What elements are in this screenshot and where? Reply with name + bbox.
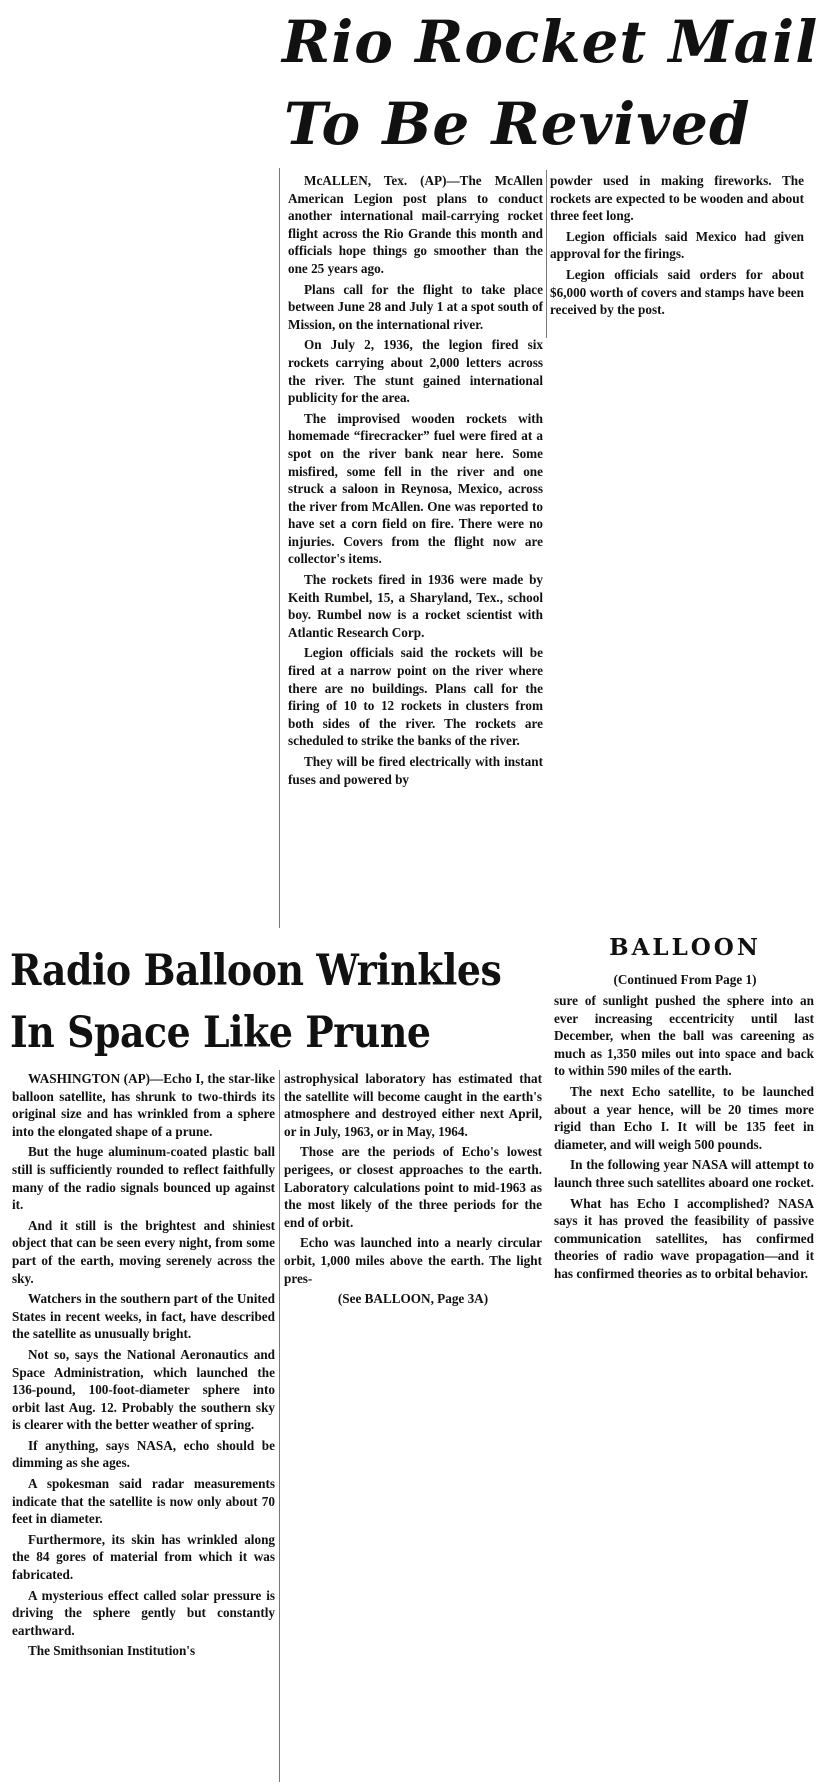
rocket-column-2	[550, 172, 804, 322]
paragraph: The improvised wooden rockets with homemade “firecracker” fuel were fired at a spot on the river bank near here. Some misfired, some fell in the river and one struck a saloon in Reynosa, Mexico, across the river from McAllen. One was reported to have set a corn field on fire. There were no injuries. Covers from the flight now are collector's items.	[288, 410, 543, 567]
paragraph: The rockets fired in 1936 were made by Keith Rumbel, 15, a Sharyland, Tex., school boy. Rumbel now is a rocket scientist with Atlantic Research Corp.	[288, 572, 543, 640]
paragraph: On July 2, 1936, the legion fired six rockets carrying about 2,000 letters across the river. The stunt gained international publicity for the area.	[288, 337, 543, 406]
continuation-heading: BALLOON	[609, 934, 761, 961]
rocket-headline-line2: To Be Revived	[284, 90, 751, 158]
paragraph: Those are the periods of Echo's lowest perigees, or closest approaches to the earth. Laboratory calculations point to mid-1963 as the most likely of the three periods for the end of orbit.	[284, 1144, 542, 1230]
paragraph: In the following year NASA will attempt to launch three such satellites aboard one rocket.	[554, 1157, 814, 1190]
paragraph: And it still is the brightest and shiniest object that can be seen every night, from some part of the earth, moving serenely across the sky.	[12, 1217, 275, 1286]
rocket-headline-line1: Rio Rocket Mail	[282, 8, 819, 76]
paragraph: sure of sunlight pushed the sphere into an ever increasing eccentricity until last December, when the ball was careening as much as 1,350 miles out into space and back to within 590 miles of the earth.	[554, 993, 814, 1079]
paragraph: powder used in making fireworks. The rockets are expected to be wooden and about three feet long.	[550, 173, 804, 224]
paragraph: Watchers in the southern part of the United States in recent weeks, in fact, have described the satellite as unusually bright.	[12, 1291, 275, 1342]
paragraph: If anything, says NASA, echo should be dimming as she ages.	[12, 1437, 275, 1471]
balloon-headline-line2: In Space Like Prune	[10, 1008, 431, 1058]
paragraph: What has Echo I accomplished? NASA says it has proved the feasibility of passive communication satellites, has confirmed theories of radio wave propagation—and it has confirmed theories as to orbital behavior.	[554, 1195, 814, 1281]
balloon-column-2	[284, 1070, 542, 1311]
paragraph: Echo was launched into a nearly circular orbit, 1,000 miles above the earth. The light pres-	[284, 1235, 542, 1286]
paragraph: Legion officials said the rockets will be fired at a narrow point on the river where there are no buildings. Plans call for the firing of 10 to 12 rockets in clusters from both sides of the river. The rockets are scheduled to strike the banks of the river.	[288, 645, 543, 749]
column-rule	[279, 1070, 280, 1782]
paragraph: The next Echo satellite, to be launched about a year hence, will be 20 times more rigid than Echo I. It will be 135 feet in diameter, and will weigh 500 pounds.	[554, 1083, 814, 1152]
paragraph: Not so, says the National Aeronautics and Space Administration, which launched the 136-pound, 100-foot-diameter sphere into orbit last Aug. 12. Probably the southern sky is clearer with the better weather of spring.	[12, 1346, 275, 1433]
paragraph: Legion officials said Mexico had given approval for the firings.	[550, 228, 804, 262]
continued-from-label: (Continued From Page 1)	[613, 972, 757, 987]
column-rule	[279, 168, 280, 928]
paragraph: Legion officials said orders for about $6,000 worth of covers and stamps have been received by the post.	[550, 266, 804, 318]
paragraph: A mysterious effect called solar pressure is driving the sphere gently but constantly earthward.	[12, 1587, 275, 1638]
continuation-column	[554, 992, 814, 1286]
paragraph: But the huge aluminum-coated plastic ball still is sufficiently rounded to reflect faithfully many of the radio signals bounced up against it.	[12, 1144, 275, 1213]
paragraph: Furthermore, its skin has wrinkled along the 84 gores of material from which it was fabricated.	[12, 1531, 275, 1583]
balloon-column-1	[12, 1070, 275, 1663]
paragraph: The Smithsonian Institution's	[28, 1643, 196, 1659]
paragraph: astrophysical laboratory has estimated that the satellite will become caught in the earth's atmosphere and destroyed either next April, or in July, 1963, or in May, 1964.	[284, 1071, 542, 1139]
paragraph: Plans call for the flight to take place between June 28 and July 1 at a spot south of Mission, on the international river.	[288, 281, 543, 332]
paragraph: WASHINGTON (AP)—Echo I, the star-like balloon satellite, has shrunk to two-thirds its original size and has wrinkled from a sphere into the elongated shape of a prune.	[12, 1071, 275, 1139]
paragraph: A spokesman said radar measurements indicate that the satellite is now only about 70 feet in diameter.	[12, 1476, 275, 1527]
paragraph: McALLEN, Tex. (AP)—The McAllen American Legion post plans to conduct another international mail-carrying rocket flight across the Rio Grande this month and officials hope things go smoother than the one 25 years ago.	[288, 173, 543, 276]
column-rule	[546, 170, 547, 338]
paragraph: They will be fired electrically with instant fuses and powered by	[288, 754, 543, 787]
balloon-headline-line1: Radio Balloon Wrinkles	[10, 946, 502, 996]
jump-line: (See BALLOON, Page 3A)	[337, 1291, 489, 1307]
rocket-column-1	[288, 172, 543, 791]
